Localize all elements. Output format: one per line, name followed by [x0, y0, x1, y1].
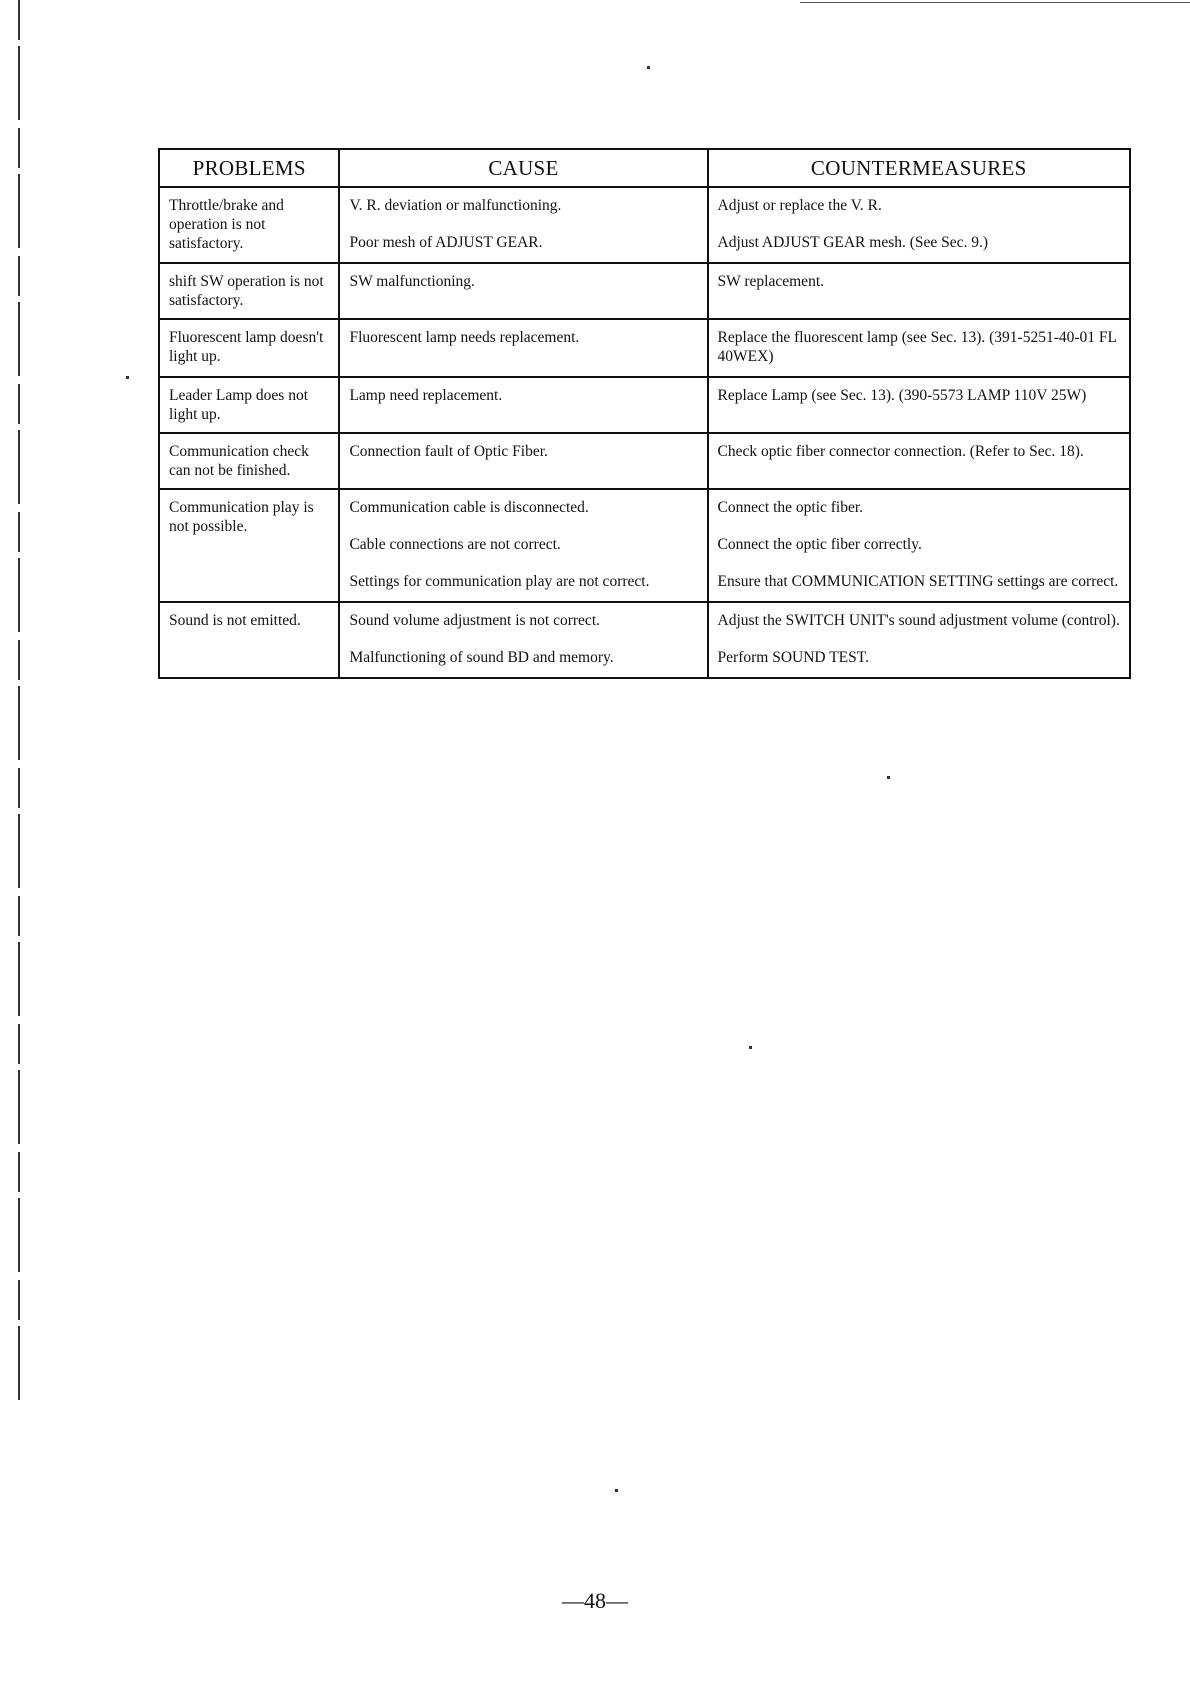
countermeasure-entry: Adjust ADJUST GEAR mesh. (See Sec. 9.) — [717, 234, 989, 251]
cause-cell — [339, 187, 707, 263]
problem-cell: Sound is not emitted. — [159, 602, 339, 678]
table-row — [159, 433, 1130, 489]
scan-speck — [749, 1046, 752, 1049]
top-edge-rule — [800, 2, 1190, 3]
table-row — [159, 319, 1130, 377]
cause-entry: Lamp need replacement. — [349, 387, 503, 404]
scan-speck — [126, 376, 129, 379]
cause-entry: Malfunctioning of sound BD and memory. — [349, 649, 614, 666]
cause-entry: Settings for communication play are not correct. — [349, 573, 650, 590]
problem-cell: Fluorescent lamp doesn't light up. — [159, 319, 339, 377]
table-row — [159, 489, 1130, 602]
table-row — [159, 377, 1130, 433]
cause-entry: SW malfunctioning. — [349, 273, 475, 290]
table-header-row — [159, 149, 1130, 187]
binding-edge-line — [18, 0, 20, 1400]
cause-cell — [339, 489, 707, 602]
problem-cell: Leader Lamp does not light up. — [159, 377, 339, 433]
countermeasure-entry: Ensure that COMMUNICATION SETTING settings are correct. — [717, 573, 1119, 590]
scan-speck — [647, 66, 650, 69]
troubleshooting-table — [158, 148, 1131, 679]
scan-speck — [887, 776, 890, 779]
countermeasure-entry: Replace the fluorescent lamp (see Sec. 13). (391-5251-40-01 FL 40WEX) — [717, 329, 1117, 365]
countermeasure-cell — [708, 377, 1130, 433]
countermeasure-entry: Perform SOUND TEST. — [717, 649, 869, 666]
cause-cell — [339, 377, 707, 433]
countermeasure-entry: Connect the optic fiber correctly. — [717, 536, 922, 553]
countermeasure-entry: Connect the optic fiber. — [717, 499, 864, 516]
countermeasure-entry: Adjust or replace the V. R. — [717, 197, 882, 214]
cause-entry: Communication cable is disconnected. — [349, 499, 589, 516]
header-cause: CAUSE — [339, 149, 707, 187]
countermeasure-entry: Check optic fiber connector connection. (Refer to Sec. 18). — [717, 443, 1084, 460]
countermeasure-cell — [708, 489, 1130, 602]
table-row — [159, 263, 1130, 319]
countermeasure-entry: Replace Lamp (see Sec. 13). (390-5573 LAMP 110V 25W) — [717, 387, 1087, 404]
cause-entry: Poor mesh of ADJUST GEAR. — [349, 234, 543, 251]
table-row — [159, 187, 1130, 263]
cause-entry: Fluorescent lamp needs replacement. — [349, 329, 580, 346]
cause-entry: Connection fault of Optic Fiber. — [349, 443, 548, 460]
problem-cell: Communication play is not possible. — [159, 489, 339, 602]
countermeasure-cell — [708, 433, 1130, 489]
problem-cell: Throttle/brake and operation is not satisfactory. — [159, 187, 339, 263]
cause-entry: Cable connections are not correct. — [349, 536, 561, 553]
countermeasure-cell — [708, 263, 1130, 319]
cause-entry: Sound volume adjustment is not correct. — [349, 612, 600, 629]
header-countermeasures: COUNTERMEASURES — [708, 149, 1130, 187]
countermeasure-entry: Adjust the SWITCH UNIT's sound adjustment volume (control). — [717, 612, 1120, 629]
scan-speck — [615, 1489, 618, 1492]
countermeasure-cell — [708, 602, 1130, 678]
cause-cell — [339, 602, 707, 678]
problem-cell: Communication check can not be finished. — [159, 433, 339, 489]
cause-cell — [339, 319, 707, 377]
cause-cell — [339, 263, 707, 319]
countermeasure-entry: SW replacement. — [717, 273, 824, 290]
countermeasure-cell — [708, 319, 1130, 377]
table-row — [159, 602, 1130, 678]
page-number: —48— — [562, 1588, 628, 1613]
header-problems: PROBLEMS — [159, 149, 339, 187]
cause-entry: V. R. deviation or malfunctioning. — [349, 197, 562, 214]
countermeasure-cell — [708, 187, 1130, 263]
cause-cell — [339, 433, 707, 489]
problem-cell: shift SW operation is not satisfactory. — [159, 263, 339, 319]
